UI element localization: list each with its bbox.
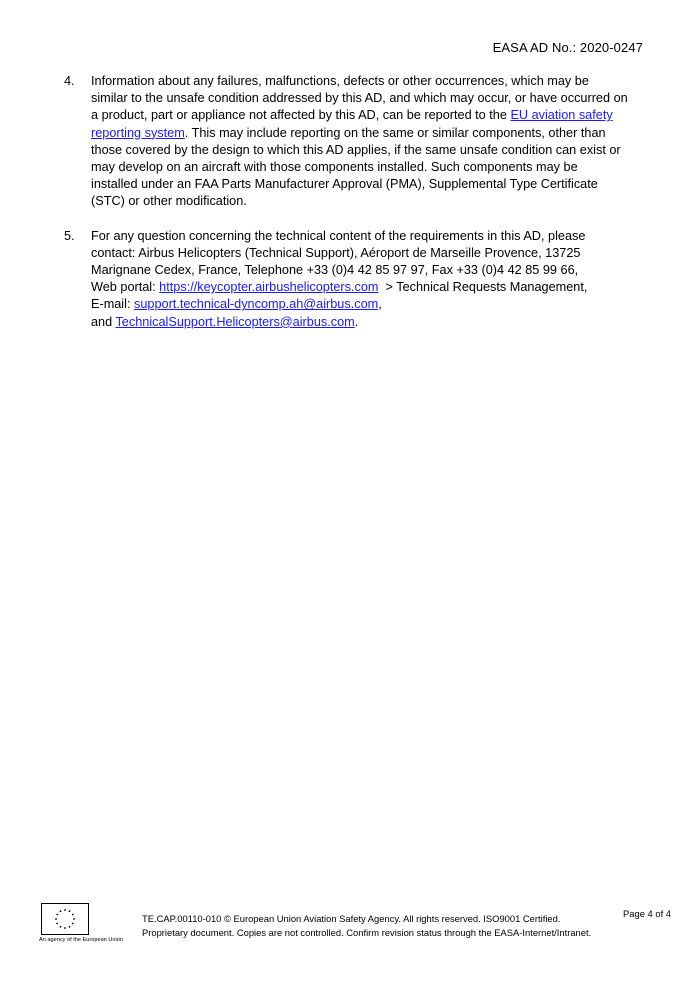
footer-line: TE.CAP.00110-010 © European Union Aviation Safety Agency. All rights reserved. ISO9001 Certified.	[142, 913, 561, 924]
text-line: For any question concerning the technical content of the requirements in this AD, please	[91, 228, 586, 243]
text-line	[91, 296, 644, 313]
text-line	[91, 107, 644, 124]
text-line: Marignane Cedex, France, Telephone +33 (0)4 42 85 97 97, Fax +33 (0)4 42 85 99 66,	[91, 263, 579, 278]
eu-agency-logo	[39, 903, 129, 943]
text-fragment: .	[354, 314, 359, 329]
ad-number-header: EASA AD No.: 2020-0247	[492, 40, 643, 55]
eu-reporting-link-part2[interactable]: reporting system	[91, 125, 185, 140]
helicopters-support-email-link[interactable]: TechnicalSupport.Helicopters@airbus.com	[115, 314, 355, 329]
footer-legal-text	[142, 912, 591, 939]
text-fragment: . This may include reporting on the same or similar components, other than	[184, 125, 606, 140]
text-line: installed under an FAA Parts Manufacturer Approval (PMA), Supplemental Type Certificate	[91, 177, 598, 192]
keycopter-portal-link[interactable]: https://keycopter.airbushelicopters.com	[159, 280, 379, 295]
text-fragment: ,	[378, 297, 382, 312]
eu-stars-icon	[45, 906, 85, 932]
text-line: Information about any failures, malfunctions, defects or other occurrences, which may be	[91, 74, 589, 88]
text-line: those covered by the design to which this AD applies, if the same unsafe condition can exist or	[91, 142, 621, 157]
item-text	[91, 228, 644, 331]
dyncomp-email-link[interactable]: support.technical-dyncomp.ah@airbus.com	[134, 297, 379, 312]
text-line: (STC) or other modification.	[91, 194, 247, 209]
footer-line: Proprietary document. Copies are not controlled. Confirm revision status through the EASA-Internet/Intranet.	[142, 926, 592, 938]
list-item-5	[64, 228, 644, 331]
text-fragment: a product, part or appliance not affected by this AD, can be reported to the	[91, 108, 511, 123]
text-fragment: and	[91, 314, 116, 329]
item-number: 4.	[64, 74, 75, 88]
text-fragment: Web portal:	[91, 280, 160, 295]
list-item-4	[64, 73, 644, 211]
text-line	[91, 314, 644, 331]
text-fragment: E-mail:	[91, 297, 134, 312]
logo-caption: An agency of the European Union	[39, 937, 123, 943]
text-line	[91, 279, 644, 296]
eu-flag-icon	[41, 903, 89, 935]
page-number: Page 4 of 4	[623, 908, 671, 919]
text-fragment: > Technical Requests Management,	[378, 280, 588, 295]
text-line: may develop on an aircraft with those components installed. Such components may be	[91, 160, 578, 175]
item-number: 5.	[64, 228, 75, 243]
requirements-list	[64, 73, 644, 348]
text-line: similar to the unsafe condition addressed by this AD, and which may occur, or have occurred on	[91, 91, 628, 106]
text-line: contact: Airbus Helicopters (Technical Support), Aéroport de Marseille Provence, 13725	[91, 245, 581, 260]
text-line	[91, 125, 644, 142]
eu-reporting-link-part1[interactable]: EU aviation safety	[510, 108, 613, 123]
item-text	[91, 73, 644, 211]
